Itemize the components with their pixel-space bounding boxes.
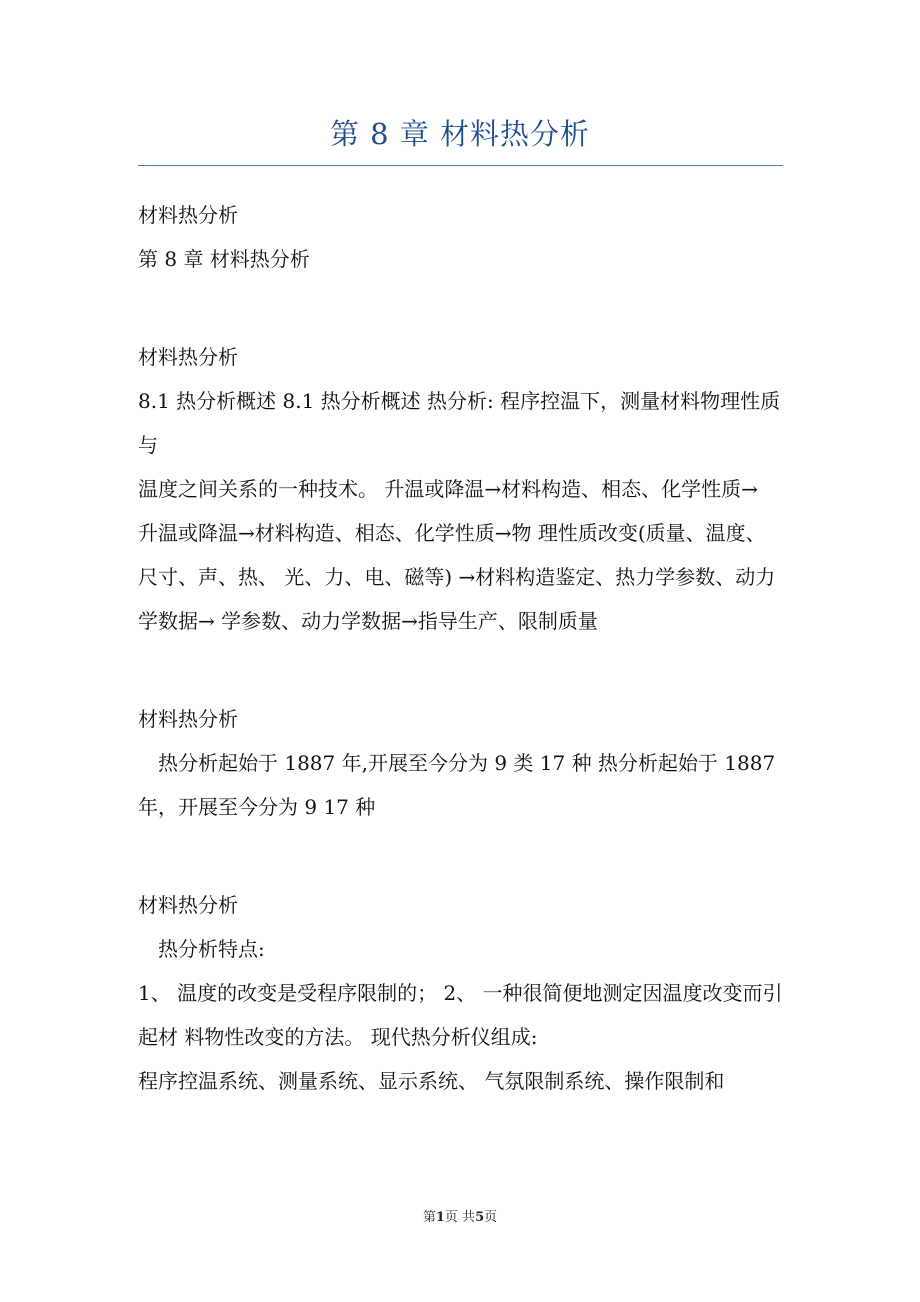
body-paragraph: 程序控温系统、测量系统、显示系统、 气氛限制系统、操作限制和	[138, 1069, 725, 1093]
footer-page-mid: 页 共	[444, 1210, 476, 1225]
paragraph-gap	[138, 643, 783, 697]
body-paragraph: 热分析起始于 1887 年,开展至今分为 9 类 17 种 热分析起始于 1887 年，开展至今分为 9 17 种	[138, 751, 776, 819]
document-body	[138, 193, 783, 1103]
paragraph-gap	[138, 829, 783, 883]
document-title: 第 8 章 材料热分析	[329, 117, 591, 151]
body-paragraph: 1、 温度的改变是受程序限制的； 2、 一种很简便地测定因温度改变而引起材 料物性改变的方法。 现代热分析仪组成:	[138, 981, 783, 1049]
section-heading: 材料热分析	[138, 203, 238, 227]
page-footer	[0, 1206, 920, 1225]
footer-total-pages: 5	[475, 1210, 485, 1225]
body-paragraph: 8.1 热分析概述 8.1 热分析概述 热分析: 程序控温下，测量材料物理性质与	[138, 389, 781, 457]
body-paragraph: 温度之间关系的一种技术。 升温或降温→材料构造、相态、化学性质→ 升温或降温→材料构造、相态、化学性质→物 理性质改变(质量、温度、尺寸、声、热、 光、力、电、磁等) →材料构造鉴定、热力学参数、动力学数据→ 学参数、动力学数据→指导生产、限制质量	[138, 477, 776, 633]
chapter-heading: 第 8 章 材料热分析	[138, 247, 310, 271]
section-heading: 材料热分析	[138, 345, 238, 369]
section-heading: 材料热分析	[138, 707, 238, 731]
footer-current-page: 1	[435, 1210, 445, 1225]
footer-page-suffix: 页	[484, 1210, 498, 1225]
paragraph-gap	[138, 281, 783, 335]
title-divider	[138, 165, 783, 166]
footer-page-prefix: 第	[422, 1210, 436, 1225]
body-paragraph: 热分析特点:	[158, 937, 265, 961]
section-heading: 材料热分析	[138, 893, 238, 917]
